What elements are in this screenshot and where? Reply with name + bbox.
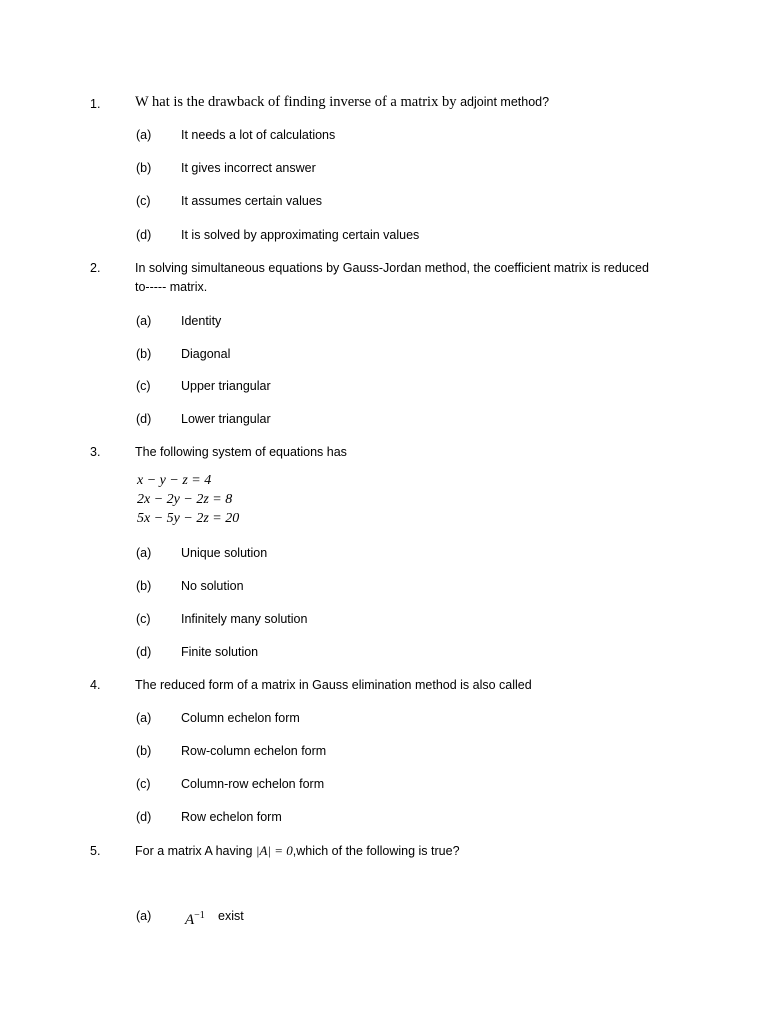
q1-option-a-label: (a) — [136, 128, 152, 142]
equation-2: 2x − 2y − 2z = 8 — [137, 492, 233, 507]
q2-option-d-label: (d) — [136, 412, 152, 426]
q4-option-a-text: Column echelon form — [181, 711, 300, 725]
question-1-number: 1. — [90, 97, 101, 111]
q1-option-b-label: (b) — [136, 161, 152, 175]
question-3-number: 3. — [90, 445, 101, 459]
q2-option-d-text: Lower triangular — [181, 412, 271, 426]
q1-option-c-text: It assumes certain values — [181, 194, 323, 208]
q2-option-a-text: Identity — [181, 314, 222, 328]
q4-option-b-label: (b) — [136, 744, 152, 758]
q3-option-b-text: No solution — [181, 579, 244, 593]
q4-option-a-label: (a) — [136, 711, 152, 725]
q3-option-c-text: Infinitely many solution — [181, 612, 308, 626]
question-4-number: 4. — [90, 678, 101, 692]
q2-option-b-text: Diagonal — [181, 347, 231, 361]
q1-option-b-text: It gives incorrect answer — [181, 161, 316, 175]
question-3-text: The following system of equations has — [135, 445, 347, 459]
q2-option-b-label: (b) — [136, 347, 152, 361]
q5-option-a-text: exist — [218, 909, 244, 923]
determinant-expression: |A| = 0 — [255, 843, 293, 858]
equation-3: 5x − 5y − 2z = 20 — [137, 511, 240, 526]
q1-option-c-label: (c) — [136, 194, 151, 208]
q2-option-a-label: (a) — [136, 314, 152, 328]
q2-option-c-label: (c) — [136, 379, 151, 393]
question-1-text-sans: adjoint method? — [460, 95, 550, 109]
question-1-text — [135, 94, 549, 110]
q3-option-c-label: (c) — [136, 612, 151, 626]
question-1-text-serif: W hat is the drawback of finding inverse of a matrix by — [135, 94, 461, 110]
matrix-a-symbol: A — [185, 912, 195, 928]
question-5-number: 5. — [90, 844, 101, 858]
question-5-text-pre: For a matrix A having — [135, 844, 256, 858]
q3-option-a-label: (a) — [136, 546, 152, 560]
q4-option-d-text: Row echelon form — [181, 810, 282, 824]
q5-option-a-math — [185, 906, 205, 930]
question-5-text-post: ,which of the following is true? — [292, 844, 460, 858]
q1-option-a-text: It needs a lot of calculations — [181, 128, 336, 142]
q4-option-c-label: (c) — [136, 777, 151, 791]
q3-option-d-label: (d) — [136, 645, 152, 659]
q3-option-a-text: Unique solution — [181, 546, 268, 560]
q2-option-c-text: Upper triangular — [181, 379, 271, 393]
inverse-superscript: −1 — [194, 910, 205, 921]
question-2-line1: In solving simultaneous equations by Gauss-Jordan method, the coefficient matrix is reduced — [135, 261, 649, 275]
q4-option-d-label: (d) — [136, 810, 152, 824]
q3-option-b-label: (b) — [136, 579, 152, 593]
q1-option-d-text: It is solved by approximating certain values — [181, 228, 420, 242]
q5-option-a-label: (a) — [136, 909, 152, 923]
q1-option-d-label: (d) — [136, 228, 152, 242]
equation-1: x − y − z = 4 — [137, 473, 212, 488]
q4-option-b-text: Row-column echelon form — [181, 744, 327, 758]
question-4-text: The reduced form of a matrix in Gauss elimination method is also called — [135, 678, 532, 692]
question-2-number: 2. — [90, 261, 101, 275]
question-2-line2: to----- matrix. — [135, 280, 208, 294]
q3-option-d-text: Finite solution — [181, 645, 259, 659]
q4-option-c-text: Column-row echelon form — [181, 777, 325, 791]
question-5-text — [135, 843, 460, 859]
